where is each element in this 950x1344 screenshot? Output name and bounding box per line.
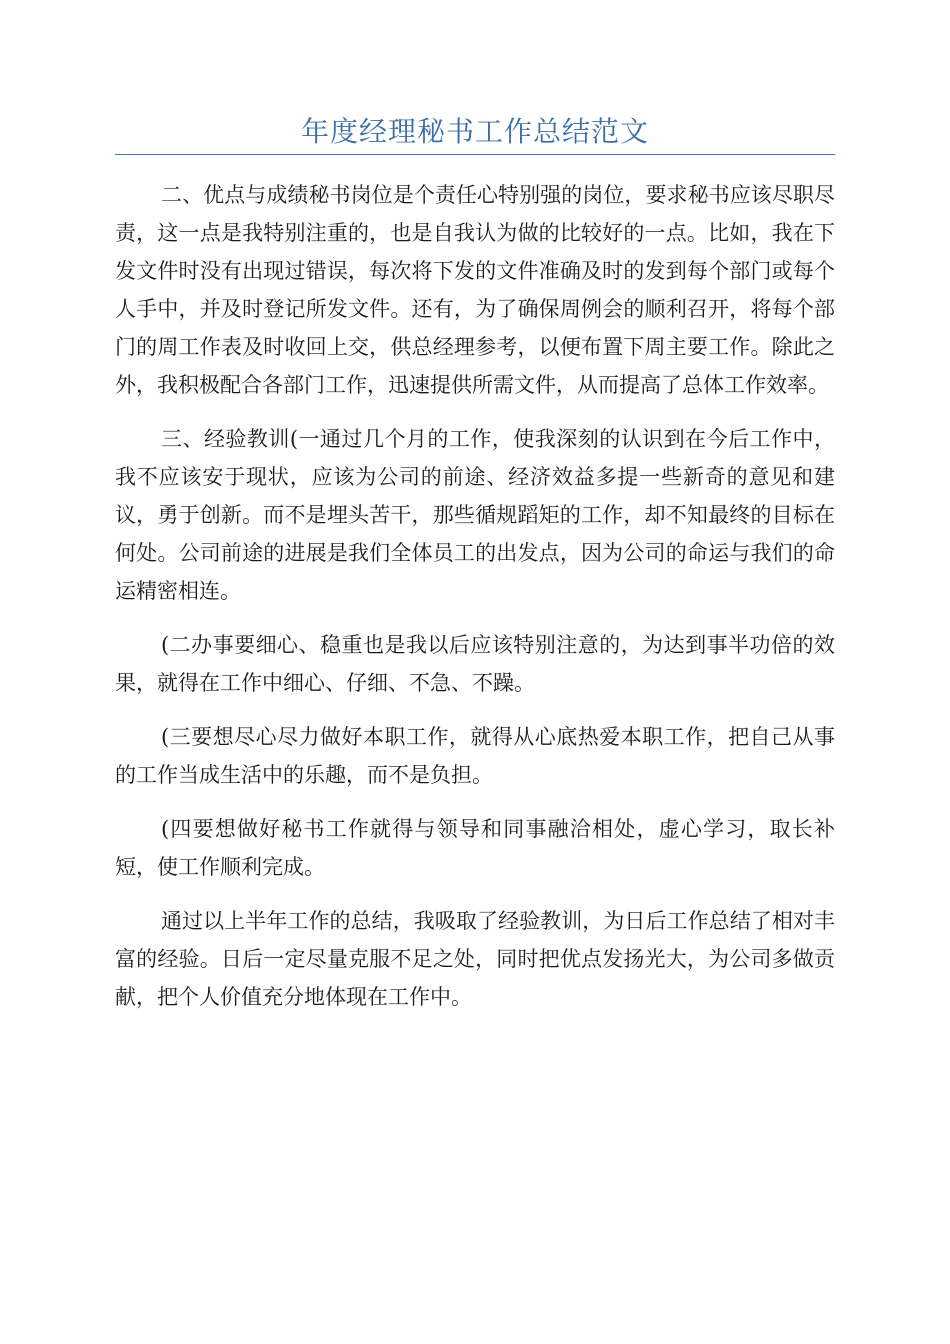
paragraph-lessons: 三、经验教训(一通过几个月的工作，使我深刻的认识到在今后工作中，我不应该安于现状，应该为公司的前途、经济效益多提一些新奇的意见和建议，勇于创新。而不是埋头苦干，那些循规蹈矩的工作，却不知最终的目标在何处。公司前途的进展是我们全体员工的出发点，因为公司的命运与我们的命运精密相连。 (115, 427, 835, 603)
paragraph-conclusion: 通过以上半年工作的总结，我吸取了经验教训，为日后工作总结了相对丰富的经验。日后一定尽量克服不足之处，同时把优点发扬光大，为公司多做贡献，把个人价值充分地体现在工作中。 (115, 909, 835, 1009)
document-title: 年度经理秘书工作总结范文 (300, 115, 649, 148)
paragraph-point-three: (三要想尽心尽力做好本职工作，就得从心底热爱本职工作，把自己从事的工作当成生活中的乐趣，而不是负担。 (115, 725, 835, 787)
paragraph-point-two: (二办事要细心、稳重也是我以后应该特别注意的，为达到事半功倍的效果，就得在工作中细心、仔细、不急、不躁。 (115, 633, 835, 695)
paragraph-strengths: 二、优点与成绩秘书岗位是个责任心特别强的岗位，要求秘书应该尽职尽责，这一点是我特别注重的，也是自我认为做的比较好的一点。比如，我在下发文件时没有出现过错误，每次将下发的文件准确及时的发到每个部门或每个人手中，并及时登记所发文件。还有，为了确保周例会的顺利召开，将每个部门的周工作表及时收回上交，供总经理参考，以便布置下周主要工作。除此之外，我积极配合各部门工作，迅速提供所需文件，从而提高了总体工作效率。 (115, 183, 835, 397)
title-underline (115, 154, 835, 155)
document-body (115, 176, 835, 1032)
paragraph-point-four: (四要想做好秘书工作就得与领导和同事融洽相处，虚心学习，取长补短，使工作顺利完成。 (115, 817, 835, 879)
